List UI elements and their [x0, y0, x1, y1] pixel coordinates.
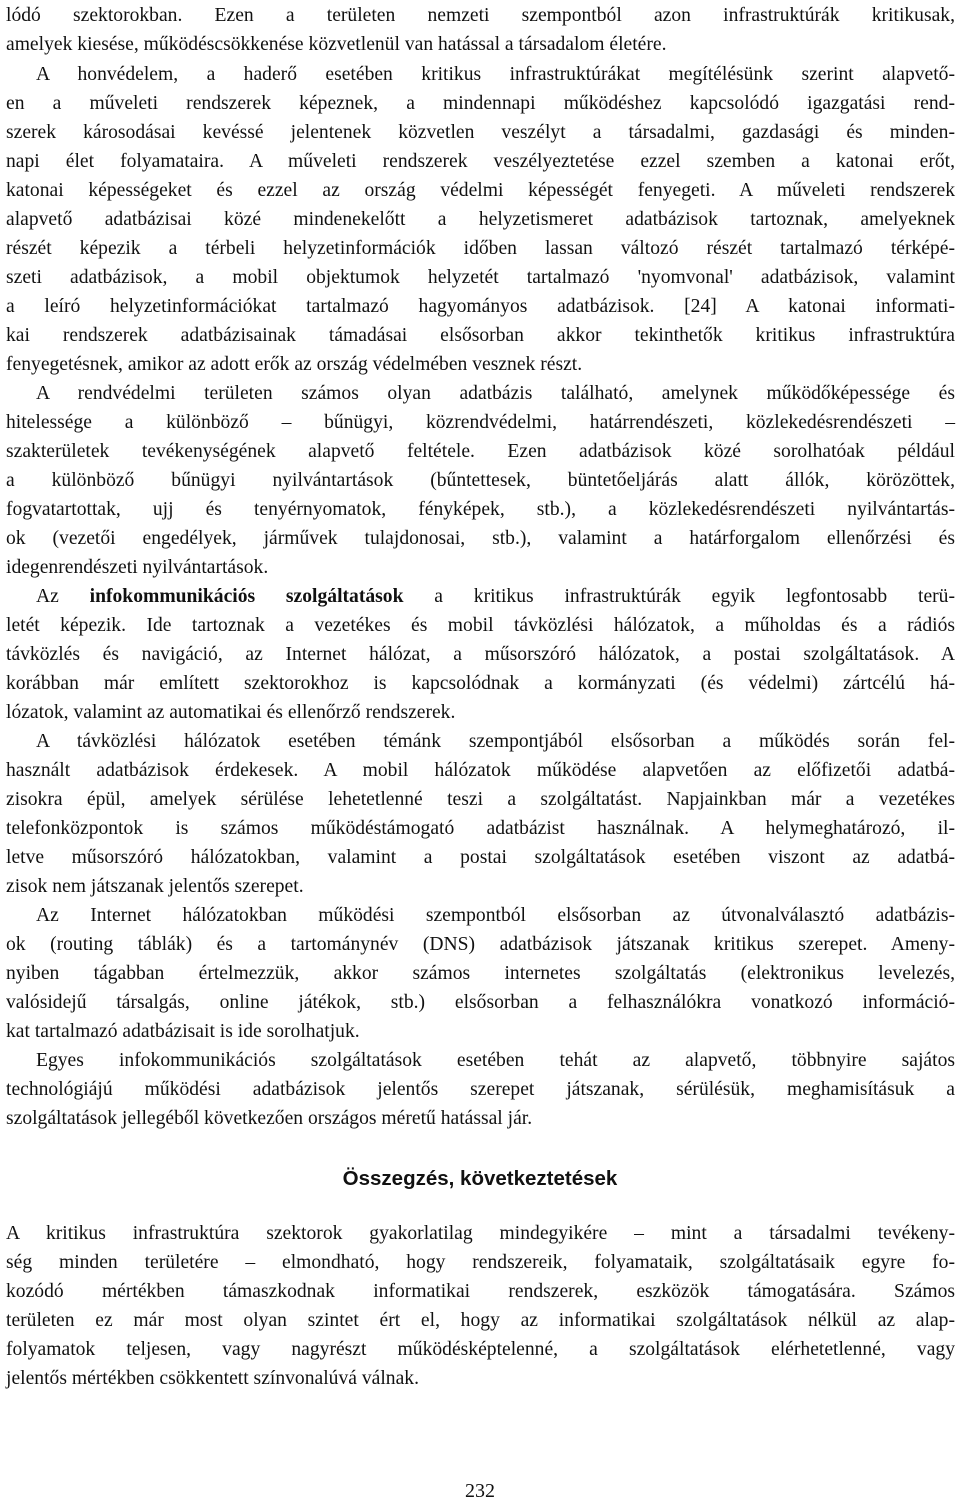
paragraph-line: a leíró helyzetinformációkat tartalmazó hagyományos adatbázisok. [24] A katonai informati-: [6, 296, 955, 317]
line-text: a kritikus infrastruktúrák egyik legfontosabb terü-: [403, 586, 955, 607]
bold-term: infokommunikációs szolgáltatások: [89, 586, 404, 607]
paragraph-line: kai rendszerek adatbázisainak támadásai elsősorban akkor tekinthetők kritikus infrastruktúra: [6, 325, 955, 346]
paragraph-line: katonai képességeket és ezzel az ország védelmi képességét fenyegeti. A műveleti rendszerek: [6, 180, 955, 201]
paragraph-line: letét képezik. Ide tartoznak a vezetékes és mobil távközlési hálózatok, a műholdas és a rádiós: [6, 615, 955, 636]
paragraph-line: részét képezik a térbeli helyzetinformációk időben lassan változó részét tartalmazó térképé-: [6, 238, 955, 259]
paragraph-line: hitelessége a különböző – bűnügyi, közrendvédelmi, határrendészeti, közlekedésrendészeti –: [6, 412, 955, 433]
paragraph-line: nyiben tágabban értelmezzük, akkor számos internetes szolgáltatás (elektronikus levelezés,: [6, 963, 955, 984]
paragraph-line: technológiájú működési adatbázisok jelentős szerepet játszanak, sérülésük, meghamisításuk a: [6, 1079, 955, 1100]
paragraph-line: A rendvédelmi területen számos olyan adatbázis található, amelynek működőképessége és: [36, 383, 955, 404]
paragraph-line: [36, 582, 955, 611]
paragraph-line: szakterületek tevékenységének alapvető feltétele. Ezen adatbázisok közé sorolhatóak például: [6, 441, 955, 462]
paragraph-line: alapvető adatbázisai közé mindenekelőtt a helyzetismeret adatbázisok tartoznak, amelyeknek: [6, 209, 955, 230]
line-text: Az: [36, 586, 90, 607]
paragraph-line: szolgáltatások jellegéből következően országos méretű hatással jár.: [6, 1108, 533, 1129]
paragraph-line: távközlés és navigáció, az Internet hálózat, a műsorszóró hálózatok, a postai szolgáltatások. A: [6, 644, 955, 665]
paragraph-line: lódó szektorokban. Ezen a területen nemzeti szempontból azon infrastruktúrák kritikusak,: [6, 5, 955, 26]
paragraph-line: korábban már említett szektorokhoz is kapcsolódnak a kormányzati (és védelmi) zártcélú há-: [6, 673, 955, 694]
paragraph-line: valósidejű társalgás, online játékok, stb.) elsősorban a felhasználókra vonatkozó információ-: [6, 992, 955, 1013]
paragraph-line: zisokra épül, amelyek sérülése lehetetlenné teszi a szolgáltatást. Napjainkban már a vezetékes: [6, 789, 955, 810]
paragraph-line: telefonközpontok is számos működéstámogató adatbázist használnak. A helymeghatározó, il-: [6, 818, 955, 839]
paragraph-line: en a műveleti rendszerek képeznek, a mindennapi működéshez kapcsolódó igazgatási rend-: [6, 93, 955, 114]
paragraph-line: fogvatartottak, ujj és tenyérnyomatok, fényképek, stb.), a közlekedésrendészeti nyilvántartás-: [6, 499, 955, 520]
paragraph-line: Az Internet hálózatokban működési szempontból elsősorban az útvonalválasztó adatbázis-: [36, 905, 955, 926]
paragraph-line: napi élet folyamataira. A műveleti rendszerek veszélyeztetése ezzel szemben a katonai erőt,: [6, 151, 955, 172]
paragraph-line: ok (vezetői engedélyek, járművek tulajdonosai, stb.), valamint a határforgalom ellenőrzési és: [6, 528, 955, 549]
paragraph-line: szeti adatbázisok, a mobil objektumok helyzetét tartalmazó 'nyomvonal' adatbázisok, valamint: [6, 267, 955, 288]
paragraph-line: fenyegetésnek, amikor az adott erők az ország védelmében vesznek részt.: [6, 354, 583, 375]
paragraph-line: lózatok, valamint az automatikai és ellenőrző rendszerek.: [6, 702, 456, 723]
paragraph-line: ok (routing táblák) és a tartománynév (DNS) adatbázisok játszanak kritikus szerepet. Ameny-: [6, 934, 955, 955]
paragraph-line: Egyes infokommunikációs szolgáltatások esetében tehát az alapvető, többnyire sajátos: [36, 1050, 955, 1071]
paragraph-line: amelyek kiesése, működéscsökkenése közvetlenül van hatással a társadalom életére.: [6, 34, 667, 55]
paragraph-line: kozódó mértékben támaszkodnak informatikai rendszerek, eszközök támogatására. Számos: [6, 1281, 955, 1302]
paragraph-line: A távközlési hálózatok esetében témánk szempontjából elsősorban a működés során fel-: [36, 731, 955, 752]
paragraph-line: zisok nem játszanak jelentős szerepet.: [6, 876, 304, 897]
paragraph-line: területen ez már most olyan szintet ért el, hogy az informatikai szolgáltatások nélkül az alap-: [6, 1310, 955, 1331]
paragraph-line: kat tartalmazó adatbázisait is ide sorolhatjuk.: [6, 1021, 360, 1042]
page-number: 232: [465, 1480, 495, 1502]
paragraph-line: szerek károsodásai kevéssé jelentenek közvetlen veszélyt a társadalmi, gazdasági és minden-: [6, 122, 955, 143]
paragraph-line: jelentős mértékben csökkentett színvonalúvá válnak.: [6, 1368, 419, 1389]
paragraph-line: A honvédelem, a haderő esetében kritikus infrastruktúrákat megítélésünk szerint alapvető-: [36, 64, 955, 85]
paragraph-line: letve műsorszóró hálózatokban, valamint a postai szolgáltatások esetében viszont az adatbá-: [6, 847, 955, 868]
section-heading: Összegzés, következtetések: [342, 1167, 618, 1190]
paragraph-line: a különböző bűnügyi nyilvántartások (bűntettesek, büntetőeljárás alatt állók, körözöttek,: [6, 470, 955, 491]
paragraph-line: használt adatbázisok érdekesek. A mobil hálózatok működése alapvetően az előfizetői adatbá-: [6, 760, 955, 781]
paragraph-line: idegenrendészeti nyilvántartások.: [6, 557, 269, 578]
paragraph-line: A kritikus infrastruktúra szektorok gyakorlatilag mindegyikére – mint a társadalmi tevékeny-: [6, 1223, 955, 1244]
paragraph-line: ség minden területére – elmondható, hogy rendszereik, folyamataik, szolgáltatásaik egyre fo-: [6, 1252, 955, 1273]
paragraph-line: folyamatok teljesen, vagy nagyrészt működésképtelenné, a szolgáltatások elérhetetlenné, vagy: [6, 1339, 955, 1360]
